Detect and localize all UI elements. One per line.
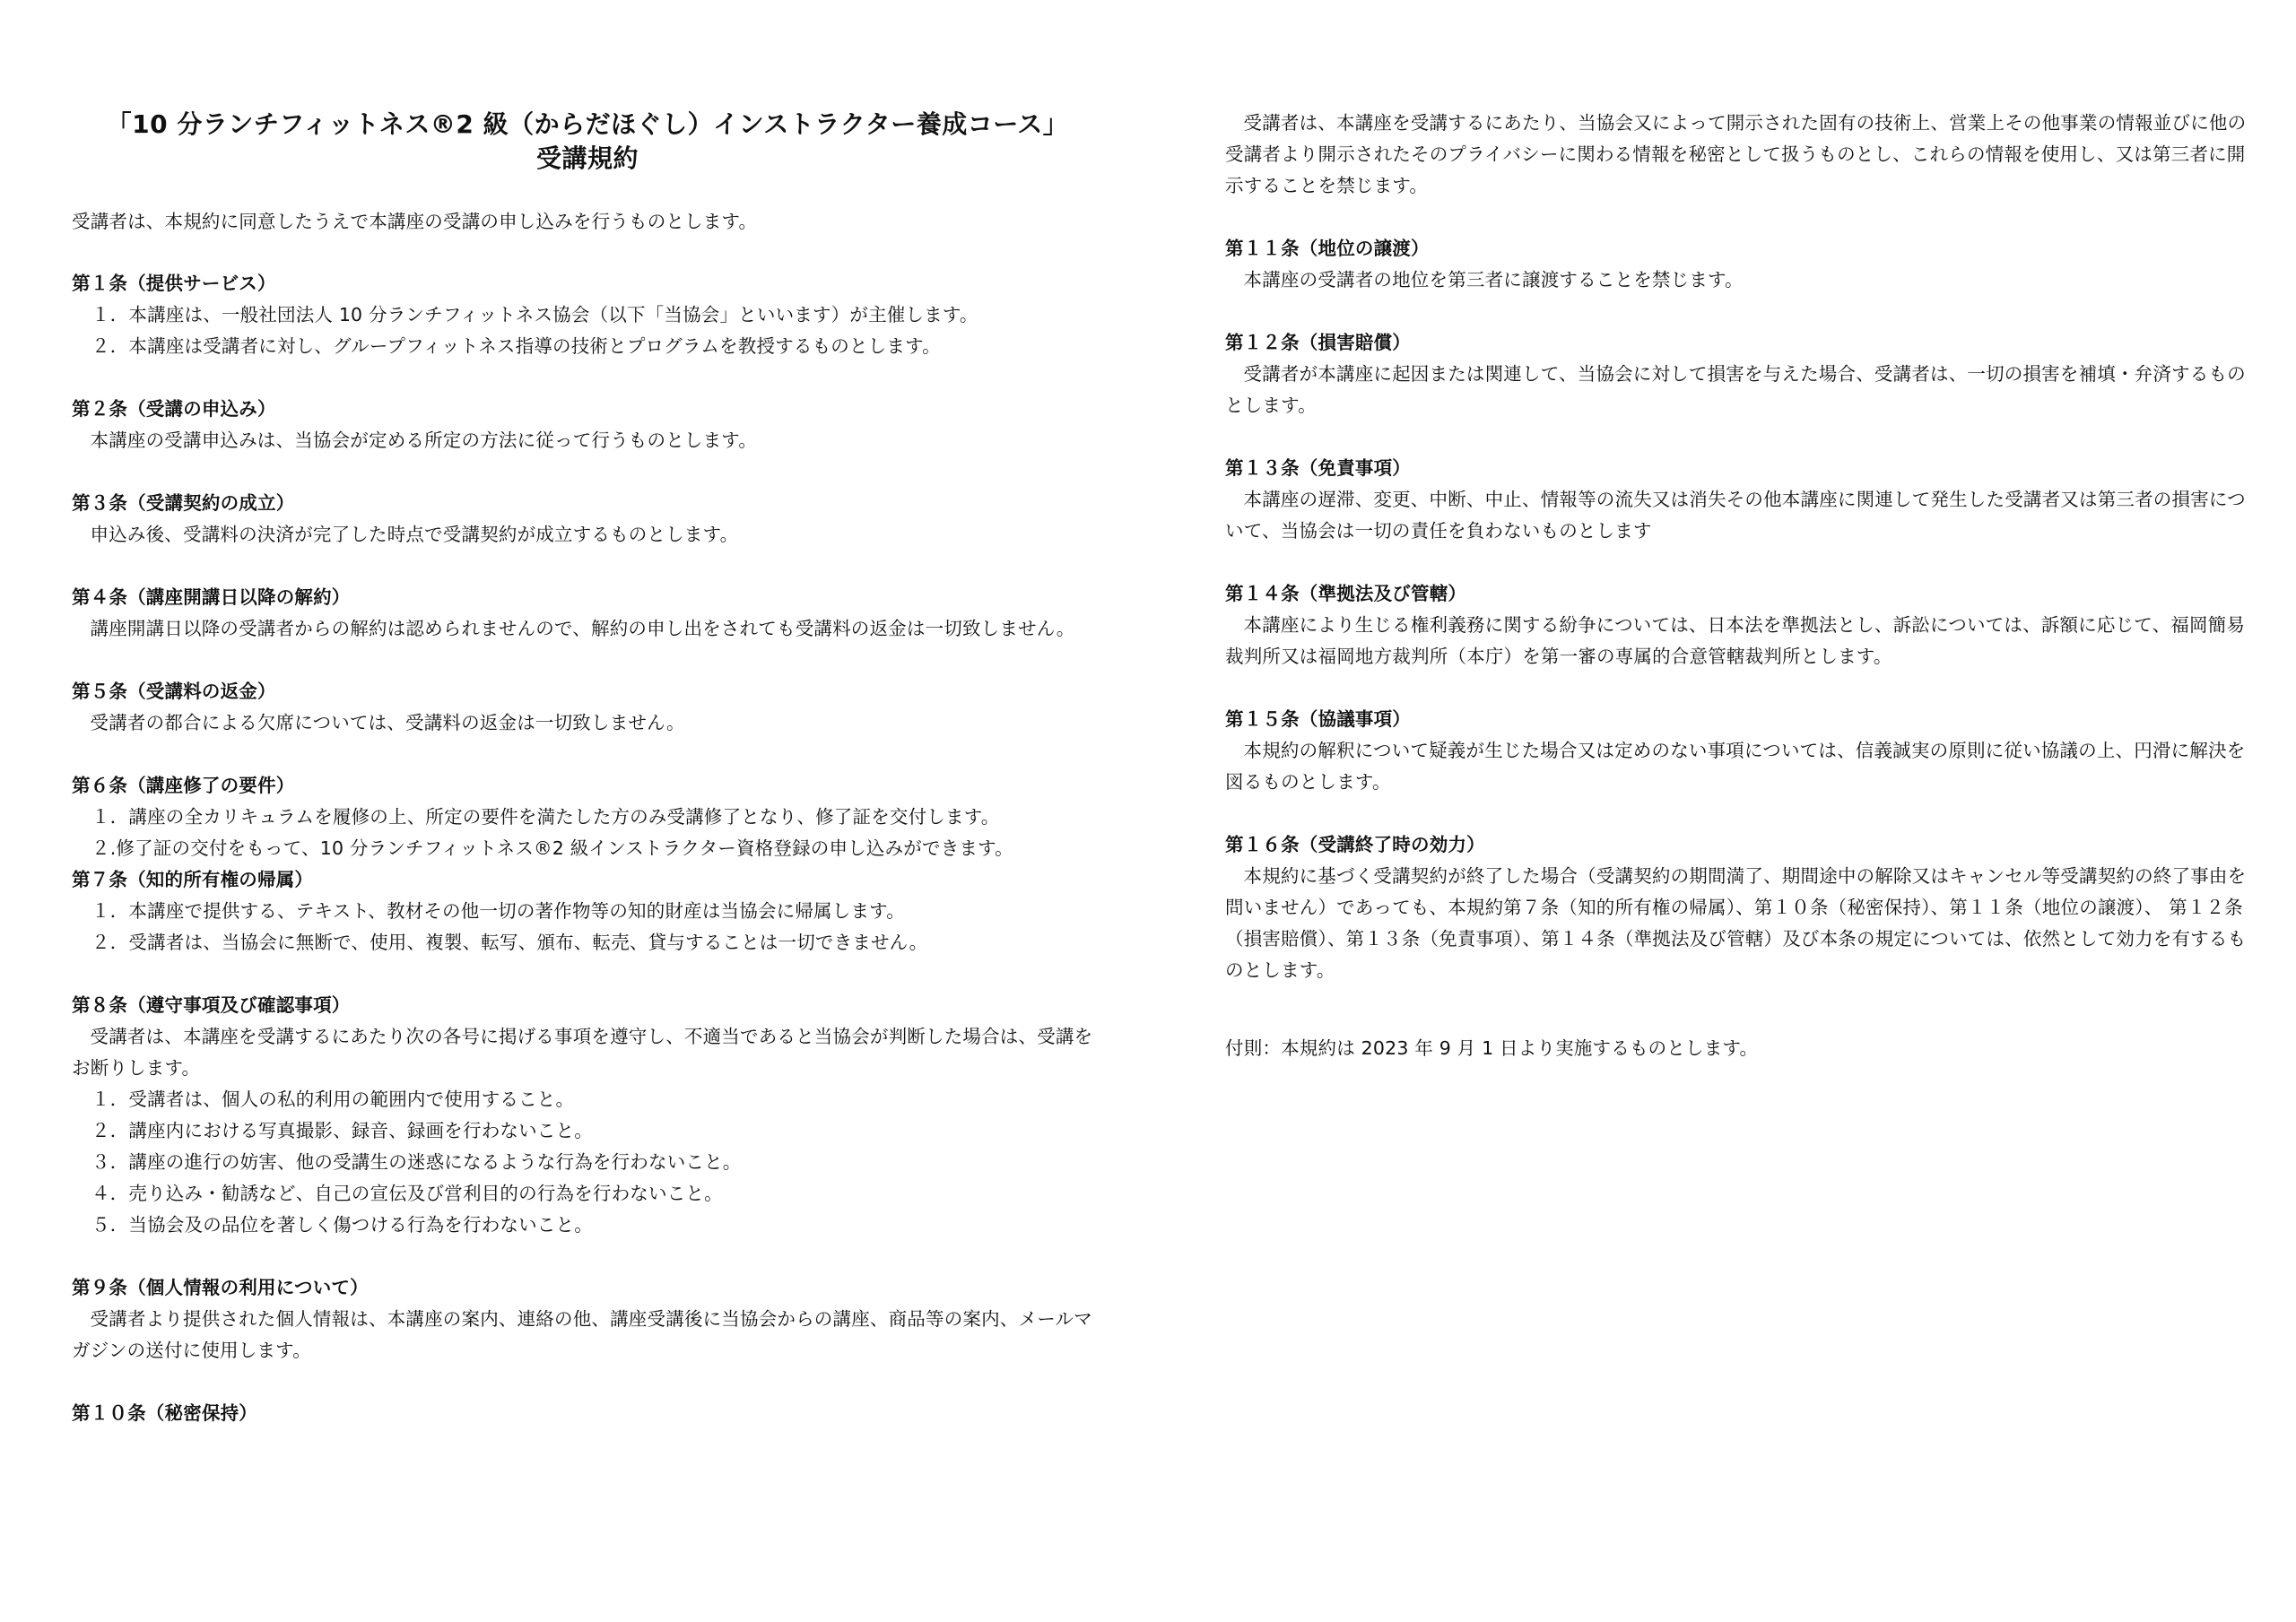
- document-title: [72, 108, 1103, 176]
- article-2: [72, 394, 1103, 456]
- list-item: １．受講者は、個人の私的利用の範囲内で使用すること。: [91, 1089, 575, 1110]
- article-text: 講座開講日以降の受講者からの解約は認められませんので、解約の申し出をされても受講料の返金は一切致しません。: [90, 618, 1075, 639]
- article-heading: 第６条（講座修了の要件）: [72, 775, 295, 796]
- article-1: [72, 268, 1103, 362]
- article-4: [72, 582, 1103, 645]
- article-heading: 第１４条（準拠法及び管轄）: [1225, 583, 1467, 604]
- article-12: [1225, 327, 2248, 421]
- article-heading: 第１２条（損害賠償）: [1225, 332, 1411, 353]
- right-column: [1225, 108, 2248, 1083]
- article-3: [72, 488, 1103, 551]
- article-8: [72, 990, 1103, 1241]
- list-item: ２．講座内における写真撮影、録音、録画を行わないこと。: [91, 1120, 593, 1141]
- article-heading: 第１条（提供サービス）: [72, 273, 276, 294]
- article-13: [1225, 453, 2248, 547]
- article-text: 本講座の遅滞、変更、中断、中止、情報等の流失又は消失その他本講座に関連して発生した受講者又は第三者の損害について、当協会は一切の責任を負わないものとします: [1225, 489, 2246, 542]
- article-16: [1225, 829, 2248, 986]
- article-9: [72, 1272, 1103, 1366]
- article-heading: 第１１条（地位の譲渡）: [1225, 238, 1430, 259]
- article-heading: 第９条（個人情報の利用について）: [72, 1277, 369, 1298]
- article-text: 受講者が本講座に起因または関連して、当協会に対して損害を与えた場合、受講者は、一切の損害を補填・弁済するものとします。: [1225, 363, 2246, 416]
- article-text: 受講者は、本講座を受講するにあたり、当協会又によって開示された固有の技術上、営業上その他事業の情報並びに他の受講者より開示されたそのプライバシーに関わる情報を秘密として扱うものとし、これらの情報を使用し、又は第三者に開示することを禁じます。: [1225, 112, 2247, 196]
- list-item: １．本講座は、一般社団法人 10 分ランチフィットネス協会（以下「当協会」といいます）が主催します。: [91, 304, 978, 325]
- article-heading: 第８条（遵守事項及び確認事項）: [72, 994, 351, 1016]
- list-item: ３．講座の進行の妨害、他の受講生の迷惑になるような行為を行わないこと。: [91, 1151, 742, 1173]
- article-heading: 第１３条（免責事項）: [1225, 457, 1411, 479]
- left-column: [72, 108, 1103, 1461]
- article-list: [72, 1084, 1103, 1241]
- intro-text: 受講者は、本規約に同意したうえで本講座の受講の申し込みを行うものとします。: [72, 211, 758, 232]
- article-heading: 第２条（受講の申込み）: [72, 398, 276, 420]
- article-list: [72, 802, 1103, 864]
- article-text: 受講者の都合による欠席については、受講料の返金は一切致しません。: [90, 712, 685, 733]
- title-line-1: 「10 分ランチフィットネス®2 級（からだほぐし）インストラクター養成コース」: [106, 109, 1069, 139]
- list-item: １．本講座で提供する、テキスト、教材その他一切の著作物等の知的財産は当協会に帰属します。: [91, 900, 905, 922]
- supplementary-provision: 付則：本規約は 2023 年 9 月 1 日より実施するものとします。: [1225, 1037, 1759, 1059]
- article-heading: 第５条（受講料の返金）: [72, 681, 276, 702]
- list-item: ５．当協会及の品位を著しく傷つける行為を行わないこと。: [91, 1214, 593, 1236]
- article-heading: 第１０条（秘密保持）: [72, 1402, 257, 1424]
- article-text: 受講者より提供された個人情報は、本講座の案内、連絡の他、講座受講後に当協会からの講座、商品等の案内、メールマガジンの送付に使用します。: [72, 1308, 1092, 1361]
- article-14: [1225, 578, 2248, 672]
- list-item: ４．売り込み・勧誘など、自己の宣伝及び営利目的の行為を行わないこと。: [91, 1183, 723, 1204]
- article-heading: 第１６条（受講終了時の効力）: [1225, 834, 1485, 855]
- article-heading: 第１５条（協議事項）: [1225, 708, 1411, 730]
- article-text: 受講者は、本講座を受講するにあたり次の各号に掲げる事項を遵守し、不適当であると当協会が判断した場合は、受講をお断りします。: [72, 1026, 1093, 1079]
- article-heading: 第７条（知的所有権の帰属）: [72, 869, 314, 890]
- list-item: １．講座の全カリキュラムを履修の上、所定の要件を満たした方のみ受講修了となり、修了証を交付します。: [91, 806, 1000, 828]
- list-item: ２．受講者は、当協会に無断で、使用、複製、転写、頒布、転売、貸与することは一切できません。: [91, 932, 928, 953]
- article-text: 本講座により生じる権利義務に関する紛争については、日本法を準拠法とし、訴訟については、訴額に応じて、福岡簡易裁判所又は福岡地方裁判所（本庁）を第一審の専属的合意管轄裁判所とします。: [1225, 614, 2246, 667]
- article-7: [72, 864, 1103, 958]
- article-text: 申込み後、受講料の決済が完了した時点で受講契約が成立するものとします。: [90, 524, 739, 545]
- article-11: [1225, 233, 2248, 296]
- article-text: 本規約に基づく受講契約が終了した場合（受講契約の期間満了、期間途中の解除又はキャンセル等受講契約の終了事由を問いません）であっても、本規約第７条（知的所有権の帰属）、第１０条（秘密保持）、第１１条（地位の譲渡）、 第１２条（損害賠償）、第１３条（免責事項）、第１４条（準拠法及び管轄）及び本条の規定については、依然として効力を有するものとします。: [1225, 865, 2247, 981]
- article-list: [72, 299, 1103, 362]
- list-item: ２．本講座は受講者に対し、グループフィットネス指導の技術とプログラムを教授するものとします。: [91, 335, 941, 357]
- article-heading: 第４条（講座開講日以降の解約）: [72, 586, 351, 608]
- article-text: 本講座の受講者の地位を第三者に譲渡することを禁じます。: [1243, 269, 1744, 291]
- article-15: [1225, 704, 2248, 798]
- article-6: [72, 770, 1103, 864]
- article-5: [72, 676, 1103, 739]
- article-heading: 第３条（受講契約の成立）: [72, 492, 295, 514]
- title-line-2: 受講規約: [535, 143, 639, 173]
- list-item: ２.修了証の交付をもって、10 分ランチフィットネス®2 級インストラクター資格登録の申し込みができます。: [91, 837, 1013, 859]
- article-text: 本規約の解釈について疑義が生じた場合又は定めのない事項については、信義誠実の原則に従い協議の上、円滑に解決を図るものとします。: [1225, 740, 2246, 793]
- article-10: [72, 1398, 1103, 1429]
- article-10-continued: [1225, 108, 2248, 202]
- article-text: 本講座の受講申込みは、当協会が定める所定の方法に従って行うものとします。: [90, 429, 758, 451]
- article-list: [72, 896, 1103, 958]
